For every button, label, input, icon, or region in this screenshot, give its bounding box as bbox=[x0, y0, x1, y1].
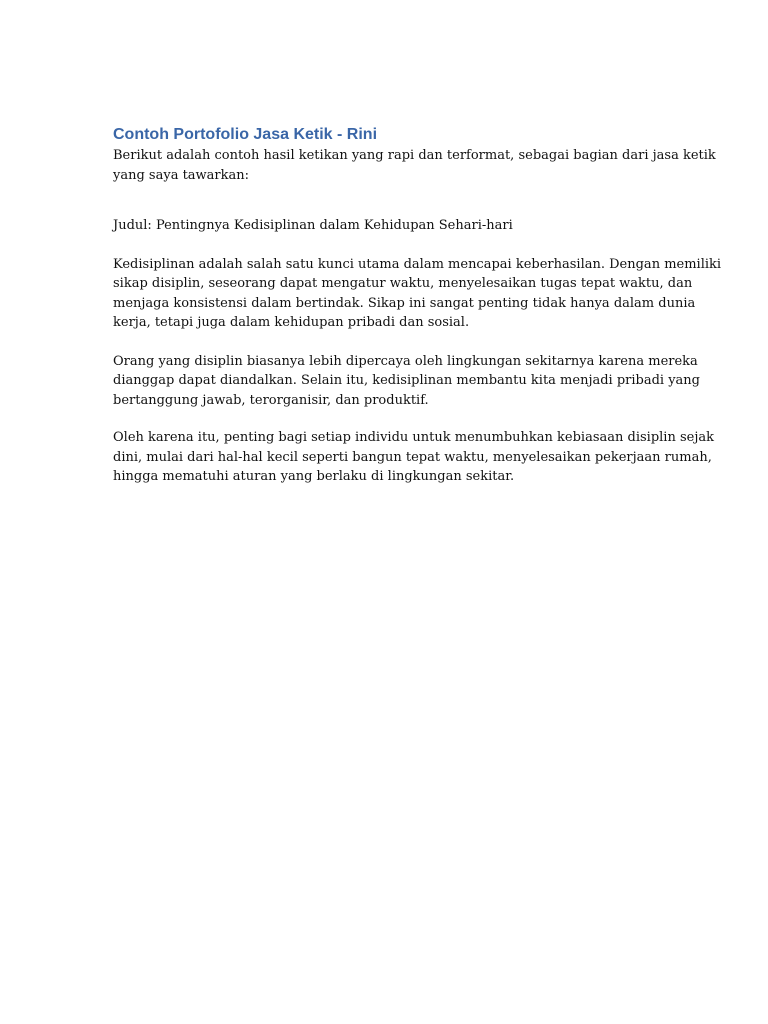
intro-paragraph bbox=[113, 146, 716, 185]
paragraph-line: kerja, tetapi juga dalam kehidupan pribadi dan sosial. bbox=[113, 315, 470, 330]
intro-line: Berikut adalah contoh hasil ketikan yang rapi dan terformat, sebagai bagian dari jasa ketik bbox=[113, 148, 716, 163]
essay-heading-line: Judul: Pentingnya Kedisiplinan dalam Kehidupan Sehari-hari bbox=[113, 218, 513, 233]
paragraph-line: dianggap dapat diandalkan. Selain itu, kedisiplinan membantu kita menjadi pribadi yang bbox=[113, 373, 700, 388]
document-title: Contoh Portofolio Jasa Ketik - Rini bbox=[113, 126, 378, 143]
essay-paragraph-3 bbox=[113, 428, 714, 487]
paragraph-line: sikap disiplin, seseorang dapat mengatur waktu, menyelesaikan tugas tepat waktu, dan bbox=[113, 276, 693, 291]
paragraph-line: dini, mulai dari hal-hal kecil seperti bangun tepat waktu, menyelesaikan pekerjaan rumah, bbox=[113, 449, 712, 465]
paragraph-line: bertanggung jawab, terorganisir, dan produktif. bbox=[113, 392, 429, 408]
paragraph-line: menjaga konsistensi dalam bertindak. Sikap ini sangat penting tidak hanya dalam dunia bbox=[113, 295, 696, 311]
intro-line: yang saya tawarkan: bbox=[113, 167, 250, 183]
essay-paragraph-2 bbox=[113, 352, 700, 411]
paragraph-line: Orang yang disiplin biasanya lebih dipercaya oleh lingkungan sekitarnya karena mereka bbox=[113, 353, 698, 369]
essay-paragraph-1 bbox=[113, 255, 722, 333]
paragraph-line: Kedisiplinan adalah salah satu kunci utama dalam mencapai keberhasilan. Dengan memiliki bbox=[113, 256, 722, 272]
paragraph-line: Oleh karena itu, penting bagi setiap individu untuk menumbuhkan kebiasaan disiplin sejak bbox=[113, 430, 714, 445]
paragraph-line: hingga mematuhi aturan yang berlaku di lingkungan sekitar. bbox=[113, 469, 515, 484]
document-content bbox=[113, 124, 722, 487]
essay-heading bbox=[113, 216, 673, 236]
